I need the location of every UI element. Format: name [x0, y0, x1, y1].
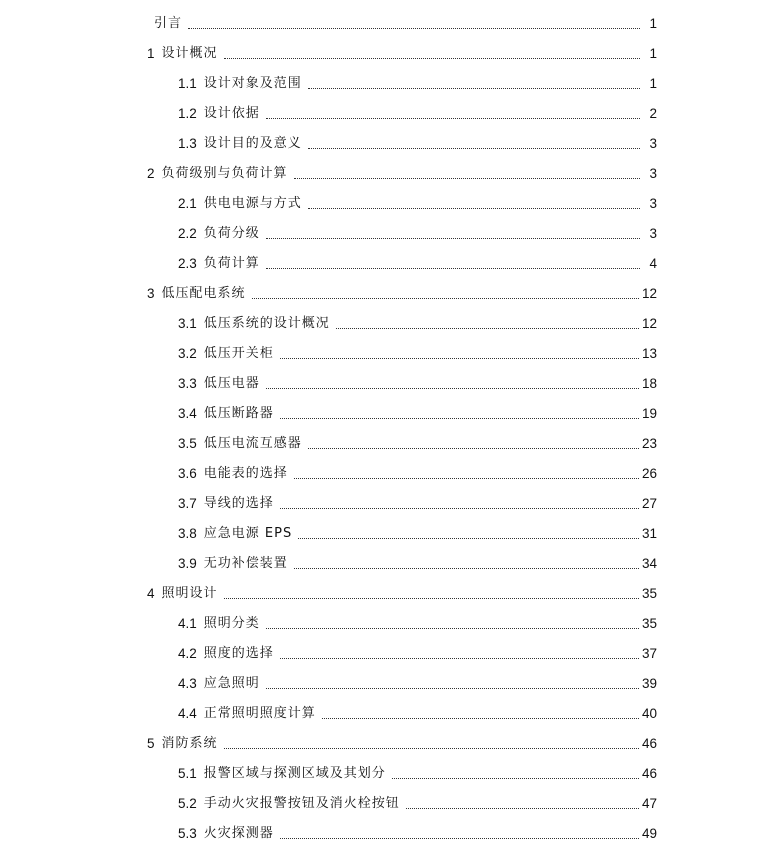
dot-leader [406, 808, 639, 809]
toc-entry-page: 4 [649, 256, 657, 271]
toc-entry-title: 照明分类 [203, 616, 260, 631]
toc-entry-title: 负荷分级 [203, 226, 260, 241]
toc-entry-page: 3 [649, 226, 657, 241]
dot-leader [266, 118, 640, 119]
dot-leader [294, 178, 640, 179]
toc-entry-number: 3.3 [178, 376, 197, 391]
toc-entry-number: 4 [147, 586, 155, 601]
toc-entry-page: 18 [641, 376, 657, 391]
dot-leader [266, 268, 640, 269]
dot-leader [266, 238, 640, 239]
toc-entry[interactable] [178, 372, 657, 392]
toc-entry-number: 5.1 [178, 766, 197, 781]
dot-leader [280, 418, 639, 419]
toc-entry-number: 3.7 [178, 496, 197, 511]
toc-entry[interactable] [178, 552, 657, 572]
toc-entry[interactable] [178, 402, 657, 422]
toc-entry[interactable] [178, 192, 657, 212]
toc-entry-title: 负荷计算 [203, 256, 260, 271]
toc-entry-page: 37 [641, 646, 657, 661]
toc-entry[interactable] [178, 252, 657, 272]
dot-leader [224, 58, 640, 59]
dot-leader [294, 478, 639, 479]
toc-entry[interactable] [178, 702, 657, 722]
toc-entry[interactable] [178, 822, 657, 842]
dot-leader [280, 358, 639, 359]
toc-entry-number: 5.2 [178, 796, 197, 811]
toc-entry-page: 26 [641, 466, 657, 481]
toc-entry-page: 3 [649, 166, 657, 181]
toc-entry-number: 4.4 [178, 706, 197, 721]
toc-entry-title: 负荷级别与负荷计算 [161, 166, 288, 181]
toc-entry-page: 23 [641, 436, 657, 451]
toc-entry-title: 低压配电系统 [161, 286, 246, 301]
dot-leader [298, 538, 639, 539]
dot-leader [280, 838, 639, 839]
toc-entry-page: 46 [641, 766, 657, 781]
toc-entry-title: 低压电器 [203, 376, 260, 391]
dot-leader [224, 598, 639, 599]
toc-entry-number: 4.2 [178, 646, 197, 661]
dot-leader [188, 28, 640, 29]
toc-entry-title: 无功补偿装置 [203, 556, 288, 571]
toc-entry-title: 设计目的及意义 [203, 136, 302, 151]
toc-entry-page: 1 [649, 46, 657, 61]
dot-leader [294, 568, 639, 569]
toc-entry-number: 1.1 [178, 76, 197, 91]
toc-entry-number: 2.2 [178, 226, 197, 241]
toc-entry-page: 12 [641, 316, 657, 331]
toc-entry[interactable] [178, 762, 657, 782]
toc-entry-number: 3.1 [178, 316, 197, 331]
toc-entry[interactable] [178, 522, 657, 542]
toc-entry-number: 5.3 [178, 826, 197, 841]
toc-entry-title: 低压系统的设计概况 [203, 316, 330, 331]
toc-entry-number: 3.2 [178, 346, 197, 361]
toc-entry-number: 5 [147, 736, 155, 751]
dot-leader [308, 148, 640, 149]
toc-entry-number: 1.3 [178, 136, 197, 151]
toc-entry-number: 3.5 [178, 436, 197, 451]
dot-leader [266, 688, 639, 689]
dot-leader [308, 88, 640, 89]
toc-entry-number: 3.6 [178, 466, 197, 481]
toc-entry-number: 1 [147, 46, 155, 61]
toc-entry-number: 1.2 [178, 106, 197, 121]
toc-entry-page: 34 [641, 556, 657, 571]
toc-entry-number: 3.4 [178, 406, 197, 421]
toc-entry-title: 电能表的选择 [203, 466, 288, 481]
toc-entry-title: 手动火灾报警按钮及消火栓按钮 [203, 796, 400, 811]
dot-leader [392, 778, 639, 779]
toc-entry-page: 49 [641, 826, 657, 841]
toc-entry[interactable] [178, 612, 657, 632]
toc-entry[interactable] [178, 462, 657, 482]
toc-entry-number: 3.9 [178, 556, 197, 571]
dot-leader [322, 718, 639, 719]
toc-entry[interactable] [178, 312, 657, 332]
toc-entry-title: 低压开关柜 [203, 346, 274, 361]
dot-leader [308, 448, 639, 449]
toc-entry[interactable] [178, 102, 657, 122]
toc-entry[interactable] [147, 732, 657, 752]
toc-entry-number: 2 [147, 166, 155, 181]
dot-leader [280, 508, 639, 509]
dot-leader [224, 748, 639, 749]
toc-entry-title: 低压断路器 [203, 406, 274, 421]
toc-entry[interactable] [147, 282, 657, 302]
toc-entry-page: 39 [641, 676, 657, 691]
toc-entry[interactable] [178, 132, 657, 152]
toc-entry-title: 低压电流互感器 [203, 436, 302, 451]
toc-entry-page: 19 [641, 406, 657, 421]
toc-entry-number: 2.1 [178, 196, 197, 211]
dot-leader [266, 388, 639, 389]
toc-entry-number: 3.8 [178, 526, 197, 541]
toc-entry-page: 47 [641, 796, 657, 811]
toc-entry-page: 35 [641, 586, 657, 601]
dot-leader [308, 208, 640, 209]
toc-entry-title: 照度的选择 [203, 646, 274, 661]
toc-entry-page: 2 [649, 106, 657, 121]
toc-entry[interactable] [178, 72, 657, 92]
toc-entry-title: 设计对象及范围 [203, 76, 302, 91]
toc-entry-title: 照明设计 [161, 586, 218, 601]
toc-entry-number: 4.1 [178, 616, 197, 631]
toc-entry[interactable] [178, 222, 657, 242]
toc-entry[interactable] [178, 642, 657, 662]
toc-entry-title: 导线的选择 [203, 496, 274, 511]
toc-entry-title: 供电电源与方式 [203, 196, 302, 211]
toc-entry[interactable] [178, 672, 657, 692]
toc-entry[interactable] [178, 792, 657, 812]
dot-leader [252, 298, 639, 299]
toc-entry-page: 40 [641, 706, 657, 721]
toc-entry-number: 4.3 [178, 676, 197, 691]
toc-entry-number: 2.3 [178, 256, 197, 271]
toc-entry[interactable] [147, 162, 657, 182]
toc-entry[interactable] [178, 342, 657, 362]
toc-entry-title: 报警区域与探测区域及其划分 [203, 766, 386, 781]
toc-entry-page: 35 [641, 616, 657, 631]
toc-entry[interactable] [147, 42, 657, 62]
toc-entry-title: 消防系统 [161, 736, 218, 751]
toc-entry[interactable] [178, 492, 657, 512]
dot-leader [280, 658, 639, 659]
toc-entry-title: 应急电源 EPS [203, 526, 293, 541]
toc-entry-page: 46 [641, 736, 657, 751]
toc-entry-page: 3 [649, 196, 657, 211]
toc-entry-page: 1 [649, 16, 657, 31]
dot-leader [266, 628, 639, 629]
toc-entry-page: 27 [641, 496, 657, 511]
toc-entry-page: 13 [641, 346, 657, 361]
toc-entry[interactable] [147, 12, 657, 32]
dot-leader [336, 328, 639, 329]
toc-entry-page: 1 [649, 76, 657, 91]
toc-entry-title: 火灾探测器 [203, 826, 274, 841]
toc-entry-title: 设计概况 [161, 46, 218, 61]
toc-entry-number: 3 [147, 286, 155, 301]
toc-entry-title: 设计依据 [203, 106, 260, 121]
toc-entry-title: 正常照明照度计算 [203, 706, 316, 721]
toc-entry-page: 3 [649, 136, 657, 151]
toc-entry[interactable] [178, 432, 657, 452]
toc-entry-title: 引言 [154, 16, 183, 31]
toc-entry-page: 31 [641, 526, 657, 541]
toc-entry-title: 应急照明 [203, 676, 260, 691]
toc-entry[interactable] [147, 582, 657, 602]
toc-entry-page: 12 [641, 286, 657, 301]
